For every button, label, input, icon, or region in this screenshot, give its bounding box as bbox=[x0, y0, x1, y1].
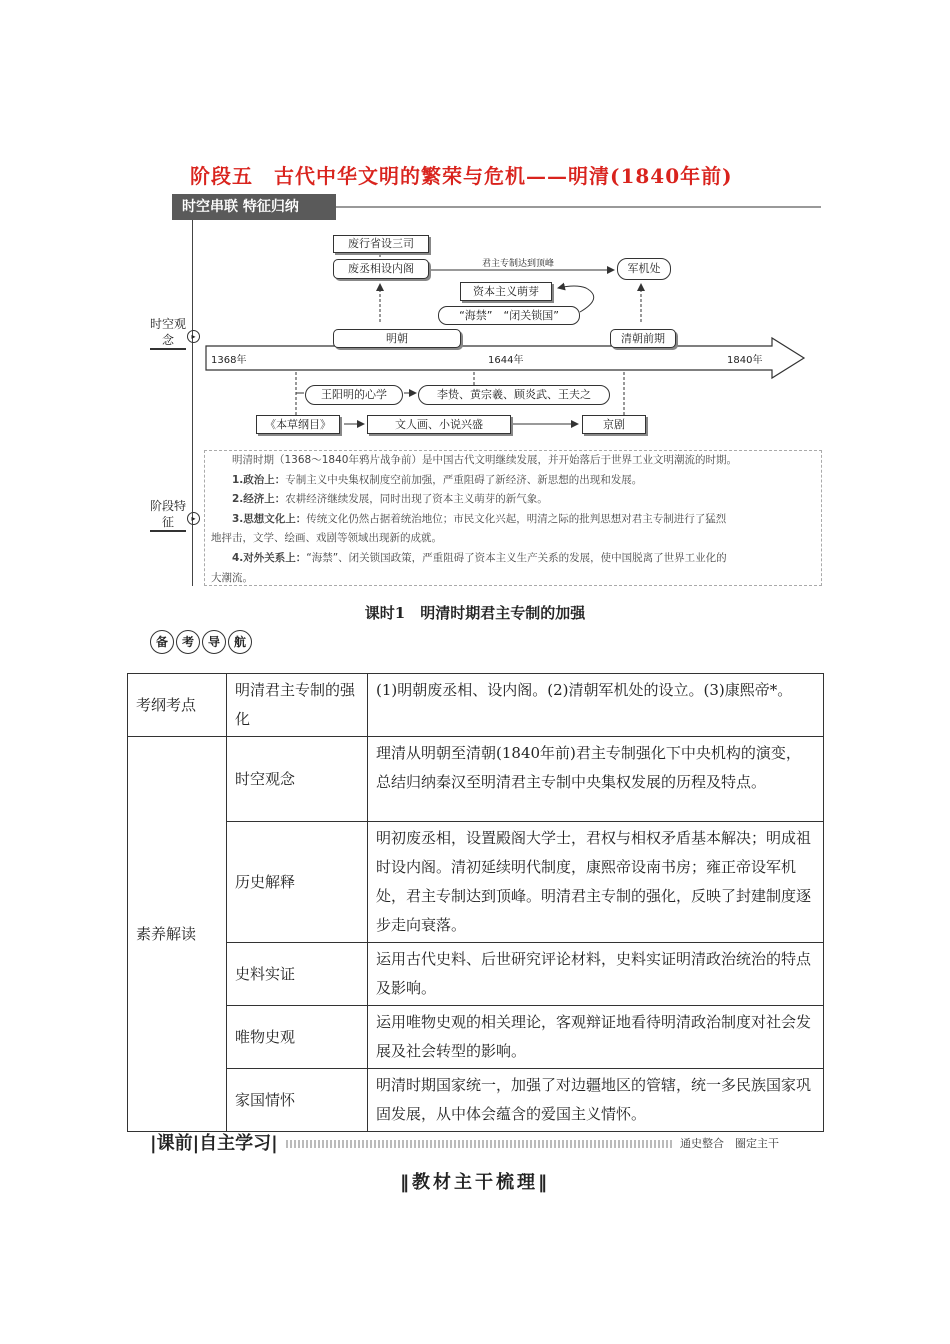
table-row bbox=[128, 674, 824, 737]
table-cell: 史料实证 bbox=[227, 943, 368, 1006]
section-footer-bar bbox=[150, 1133, 812, 1155]
sub-heading: ‖教材主干梳理‖ bbox=[400, 1172, 550, 1193]
box-zibenzhuyi: 资本主义萌芽 bbox=[460, 282, 552, 301]
box-junjichu: 军机处 bbox=[617, 258, 671, 280]
feature-item: 2.经济上：农耕经济继续发展，同时出现了资本主义萌芽的新气象。 bbox=[232, 493, 548, 506]
table-cell: 考纲考点 bbox=[128, 674, 227, 737]
feature-item: 4.对外关系上：“海禁”、闭关锁国政策，严重阻碍了资本主义生产关系的发展，使中国脱离了世界工业化的 bbox=[232, 551, 727, 564]
feature-item: 3.思想文化上：传统文化仍然占据着统治地位；市民文化兴起，明清之际的批判思想对君主专制进行了猛烈 bbox=[232, 512, 727, 525]
feature-item: 1.政治上：专制主义中央集权制度空前加强，严重阻碍了新经济、新思想的出现和发展。 bbox=[232, 473, 643, 486]
table-cell: 运用唯物史观的相关理论，客观辩证地看待明清政治制度对社会发展及社会转型的影响。 bbox=[368, 1006, 824, 1069]
lesson-title: 课时1 明清时期君主专制的加强 bbox=[364, 604, 586, 622]
page-title: 阶段五 古代中华文明的繁荣与危机——明清(1840年前) bbox=[190, 164, 733, 188]
table-cell: 理清从明朝至清朝(1840年前)君主专制强化下中央机构的演变，总结归纳秦汉至明清君主专制中央集权发展的历程及特点。 bbox=[368, 737, 824, 822]
box-wenren: 文人画、小说兴盛 bbox=[367, 415, 511, 434]
table-row bbox=[128, 1006, 824, 1069]
table-row bbox=[128, 943, 824, 1006]
section-subtitle: 通史整合 圈定主干 bbox=[680, 1137, 779, 1150]
section-banner: 时空串联 特征归纳 bbox=[172, 194, 336, 220]
box-jingju: 京剧 bbox=[582, 415, 646, 434]
standards-table bbox=[127, 673, 824, 1132]
box-feixingsheng: 废行省设三司 bbox=[333, 235, 429, 253]
play-icon: ▸ bbox=[187, 330, 200, 343]
table-cell: 明初废丞相，设置殿阁大学士，君权与相权矛盾基本解决；明成祖时设内阁。清初延续明代制度，康熙帝设南书房；雍正帝设军机处，君主专制达到顶峰。明清君主专制的强化，反映了封建制度逐步走向衰落。 bbox=[368, 822, 824, 943]
feature-item-cont: 地抨击，文学、绘画、戏剧等领域出现新的成就。 bbox=[211, 532, 442, 545]
table-row bbox=[128, 822, 824, 943]
play-icon: ▸ bbox=[187, 512, 200, 525]
side-label-features: 阶段特征 bbox=[150, 498, 186, 532]
dotted-rule bbox=[286, 1140, 672, 1148]
table-cell: 家国情怀 bbox=[227, 1069, 368, 1132]
table-cell: 历史解释 bbox=[227, 822, 368, 943]
box-bencao: 《本草纲目》 bbox=[256, 415, 340, 434]
box-feichengxiang: 废丞相设内阁 bbox=[333, 259, 429, 279]
box-haijin: “海禁” “闭关锁国” bbox=[438, 306, 580, 325]
box-wangyangming: 王阳明的心学 bbox=[305, 385, 403, 405]
year-1368: 1368年 bbox=[211, 355, 247, 366]
year-1644: 1644年 bbox=[488, 355, 524, 366]
box-mingchao: 明朝 bbox=[333, 329, 461, 348]
banner-rule bbox=[336, 206, 821, 208]
table-cell: 唯物史观 bbox=[227, 1006, 368, 1069]
table-cell: 运用古代史料、后世研究评论材料，史料实证明清政治统治的特点及影响。 bbox=[368, 943, 824, 1006]
table-cell: 素养解读 bbox=[128, 737, 227, 1132]
table-row bbox=[128, 1069, 824, 1132]
year-1840: 1840年 bbox=[727, 355, 763, 366]
box-qingchao: 清朝前期 bbox=[610, 329, 676, 348]
exam-guide-badge: 备 考 导 航 bbox=[150, 630, 254, 656]
stage-features bbox=[204, 450, 822, 586]
side-guide-line bbox=[192, 220, 193, 586]
arrow-note: 君主专制达到顶峰 bbox=[482, 259, 555, 269]
features-intro: 明清时期（1368～1840年鸦片战争前）是中国古代文明继续发展，并开始落后于世界工业文明潮流的时期。 bbox=[232, 454, 737, 466]
box-thinkers: 李贽、黄宗羲、顾炎武、王夫之 bbox=[418, 385, 610, 405]
feature-item-cont: 大潮流。 bbox=[211, 571, 253, 584]
section-label: |课前|自主学习| bbox=[150, 1133, 278, 1154]
table-cell: 时空观念 bbox=[227, 737, 368, 822]
side-label-timeline: 时空观念 bbox=[150, 316, 186, 350]
table-cell: (1)明朝废丞相、设内阁。(2)清朝军机处的设立。(3)康熙帝*。 bbox=[368, 674, 824, 737]
table-row bbox=[128, 737, 824, 822]
table-cell: 明清君主专制的强化 bbox=[227, 674, 368, 737]
table-cell: 明清时期国家统一，加强了对边疆地区的管辖，统一多民族国家巩固发展，从中体会蕴含的爱国主义情怀。 bbox=[368, 1069, 824, 1132]
